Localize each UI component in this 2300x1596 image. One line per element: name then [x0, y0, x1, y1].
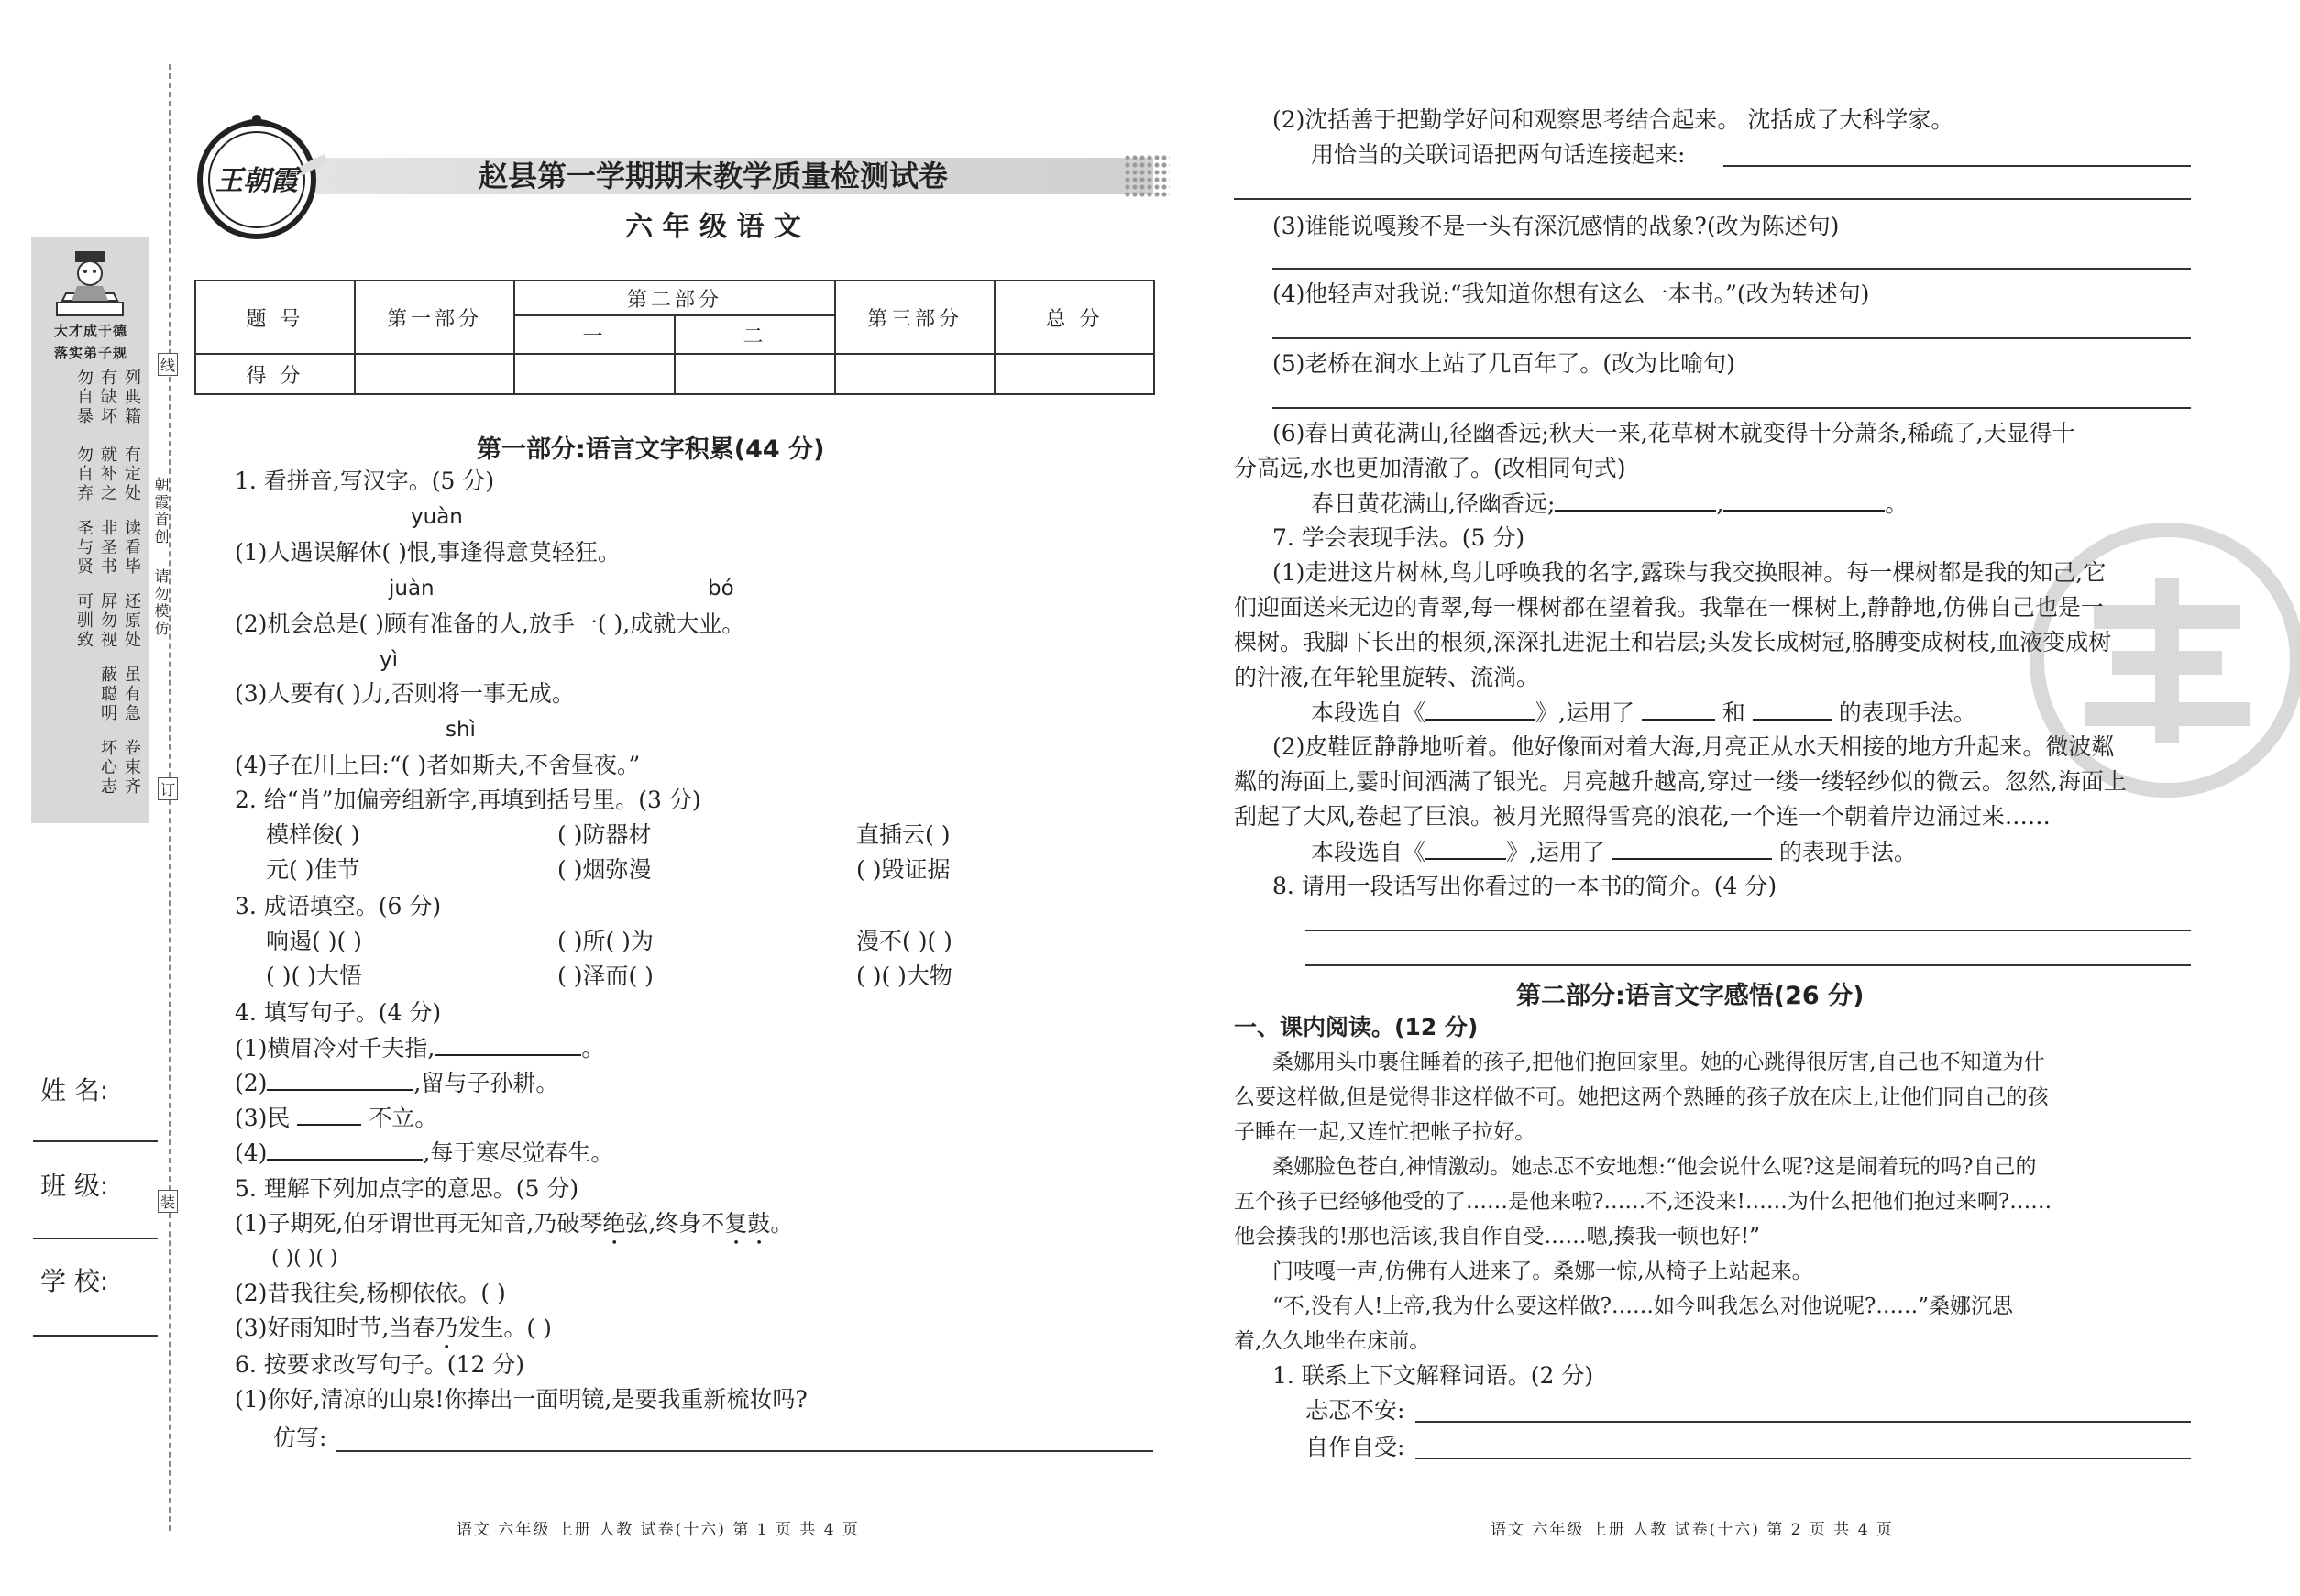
pinyin-3: bó: [708, 577, 734, 600]
copyright-note-2: 请勿模仿: [152, 568, 170, 638]
passage-l9: 着,久久地坐在床前。: [1234, 1329, 1431, 1353]
q4-item-2: (2) ,留与子孙耕。: [235, 1067, 558, 1099]
q6-2-line-1[interactable]: [1723, 165, 2191, 167]
score-table-part1: 第一部分: [355, 281, 514, 354]
q8-line-1[interactable]: [1305, 930, 2191, 931]
q7-answer-2: 本段选自《 》,运用了 的表现手法。: [1311, 836, 1917, 868]
class-field-label: 班 级:: [40, 1171, 109, 1201]
page-title: 赵县第一学期期末教学质量检测试卷: [478, 159, 948, 193]
passage-l1: 桑娜用头巾裹住睡着的孩子,把他们抱回家里。她的心跳得很厉害,自己也不知道为什: [1272, 1051, 2045, 1074]
passage-l5: 五个孩子已经够他受的了……是他来啦?……不,还没来!……为什么把他们抱过来啊?……: [1234, 1190, 2052, 1214]
score-table-sub1: 一: [514, 315, 675, 354]
q6-item-6a: (6)春日黄花满山,径幽香远;秋天一来,花草树木就变得十分萧条,稀疏了,天显得十: [1272, 420, 2075, 446]
score-table-part3: 第三部分: [835, 281, 995, 354]
name-field-label: 姓 名:: [40, 1075, 109, 1106]
q5-item-3: (3)好雨知时节,当春乃发生。( ): [235, 1315, 552, 1341]
pinyin-1: yuàn: [411, 505, 463, 529]
class-field-line[interactable]: [33, 1238, 158, 1239]
passage-l4: 桑娜脸色苍白,神情激动。她忐忑不安地想:“他会说什么呢?这是闹着玩的吗?自己的: [1272, 1155, 2037, 1179]
score-table-total: 总 分: [995, 281, 1154, 354]
q7-p2-l2: 粼的海面上,霎时间洒满了银光。月亮越升越高,穿过一缕一缕轻纱似的微云。忽然,海面上: [1234, 768, 2127, 795]
q5-item-1-answers: ( )( )( ): [271, 1247, 338, 1270]
q6-item-1-answer-line[interactable]: [336, 1450, 1153, 1452]
q6-2-line-2[interactable]: [1234, 198, 2191, 200]
q7-p1-l4: 的汁液,在年轮里旋转、流淌。: [1234, 664, 1539, 690]
q6-6-blank-1[interactable]: [1555, 488, 1716, 512]
q3-title: 3. 成语填空。(6 分): [235, 893, 442, 919]
q7-p2-l3: 刮起了大风,卷起了巨浪。被月光照得雪亮的浪花,一个连一个朝着岸边涌过来……: [1234, 803, 2051, 830]
q7-answer-1: 本段选自《 》,运用了 和 的表现手法。: [1311, 697, 1976, 729]
passage-l3: 子睡在一起,又连忙把帐子拉好。: [1234, 1120, 1536, 1144]
motto-1: 大才成于德: [53, 323, 127, 339]
score-cell-part2a[interactable]: [514, 354, 675, 394]
q2-item-4: 元( )佳节: [266, 856, 360, 883]
q7-title: 7. 学会表现手法。(5 分): [1272, 524, 1525, 551]
q7-a2-blank-2[interactable]: [1612, 836, 1772, 860]
q6-item-6b: 分高远,水也更加清澈了。(改相同句式): [1234, 455, 1626, 481]
q7-p1-l1: (1)走进这片树林,鸟儿呼唤我的名字,露珠与我交换眼神。每一棵树都是我的知己,它: [1272, 559, 2107, 586]
part2-heading: 第二部分:语言文字感悟(26 分): [1516, 982, 1865, 1010]
q6-item-4: (4)他轻声对我说:“我知道你想有这么一本书。”(改为转述句): [1272, 281, 1870, 307]
q8-title: 8. 请用一段话写出你看过的一本书的简介。(4 分): [1272, 873, 1777, 899]
q4-item-4: (4) ,每于寒尽觉春生。: [235, 1137, 613, 1169]
q8-line-2[interactable]: [1305, 964, 2191, 966]
q3-item-5: ( )泽而( ): [557, 963, 654, 989]
passage-l2: 么要这样做,但是觉得非这样做不可。她把这两个熟睡的孩子放在床上,让他们同自己的孩: [1234, 1085, 2049, 1109]
q2-item-6: ( )毁证据: [856, 856, 951, 883]
q7-a2-blank-book[interactable]: [1425, 836, 1506, 860]
q3-item-2: ( )所( )为: [557, 928, 654, 954]
q5-title: 5. 理解下列加点字的意思。(5 分): [235, 1175, 579, 1202]
q1-title: 1. 看拼音,写汉字。(5 分): [235, 468, 495, 494]
q6-4-line[interactable]: [1272, 337, 2191, 339]
sidebar-rules: 列典籍 有缺坏 勿自暴 有定处 就补之 勿自弃 读看毕 非圣书 圣与贤 还原处 屏勿视 可驯致 虽有急 蔽聪明 卷束齐 坏心志: [74, 369, 141, 797]
q3-item-3: 漫不( )( ): [856, 928, 952, 954]
q7-a1-blank-3[interactable]: [1753, 697, 1832, 721]
q2-item-5: ( )烟弥漫: [557, 856, 652, 883]
cut-mark-1: 线: [158, 353, 178, 376]
passage-l8: “不,没有人!上帝,我为什么要这样做?……如今叫我怎么对他说呢?……”桑娜沉思: [1272, 1294, 2014, 1318]
q1-item-1: (1)人遇误解休( )恨,事逢得意莫轻狂。: [235, 539, 621, 566]
pinyin-5: shì: [446, 718, 476, 742]
r1-item-1: 忐忑不安:: [1305, 1397, 1405, 1424]
q4-blank-2[interactable]: [267, 1067, 413, 1091]
pinyin-4: yì: [380, 648, 399, 672]
q3-item-1: 响遏( )( ): [266, 928, 362, 954]
q7-p2-l1: (2)皮鞋匠静静地听着。他好像面对着大海,月亮正从水天相接的地方升起来。微波粼: [1272, 733, 2115, 760]
r1-title: 1. 联系上下文解释词语。(2 分): [1272, 1362, 1594, 1389]
reading-title: 一、课内阅读。(12 分): [1234, 1014, 1479, 1040]
q2-title: 2. 给“肖”加偏旁组新字,再填到括号里。(3 分): [235, 787, 701, 813]
score-row-label: 得 分: [195, 354, 355, 394]
q1-item-4: (4)子在川上曰:“( )者如斯夫,不舍昼夜。”: [235, 752, 641, 778]
q1-item-3: (3)人要有( )力,否则将一事无成。: [235, 680, 575, 707]
q3-item-6: ( )( )大物: [856, 963, 952, 989]
cut-mark-2: 订: [158, 777, 178, 800]
q7-p1-l2: 们迎面送来无边的青翠,每一棵树都在望着我。我靠在一棵树上,静静地,仿佛自己也是一: [1234, 594, 2104, 621]
q5-item-2: (2)昔我往矣,杨柳依依。( ): [235, 1280, 506, 1306]
q5-item-1: (1)子期死,伯牙谓世再无知音,乃破琴绝弦,终身不复鼓。: [235, 1210, 794, 1237]
score-table-sub2: 二: [675, 315, 835, 354]
motto-2: 落实弟子规: [53, 345, 127, 361]
school-field-label: 学 校:: [40, 1266, 109, 1296]
q4-item-1: (1)横眉冷对千夫指, 。: [235, 1032, 604, 1064]
q4-blank-1[interactable]: [435, 1032, 581, 1056]
passage-l6: 他会揍我的!那也活该,我自作自受……嗯,揍我一顿也好!”: [1234, 1225, 1760, 1249]
score-cell-part3[interactable]: [835, 354, 995, 394]
score-table: [194, 280, 1155, 395]
score-cell-part1[interactable]: [355, 354, 514, 394]
q4-item-3: (3)民 不立。: [235, 1102, 437, 1134]
footer-right: 语文 六年级 上册 人教 试卷(十六) 第 2 页 共 4 页: [1491, 1521, 1894, 1539]
q4-blank-4[interactable]: [267, 1137, 423, 1161]
scholar-illustration: [50, 246, 130, 321]
q6-item-6c: 春日黄花满山,径幽香远; , 。: [1311, 488, 1908, 520]
q6-item-2: (2)沈括善于把勤学好问和观察思考结合起来。 沈括成了大科学家。: [1272, 106, 1954, 133]
q6-item-2b: 用恰当的关联词语把两句话连接起来:: [1311, 141, 1686, 168]
q2-item-3: 直插云( ): [856, 821, 951, 848]
q4-blank-3[interactable]: [297, 1102, 361, 1126]
logo-text: 王朝霞: [215, 165, 298, 197]
cut-mark-3: 装: [158, 1190, 178, 1213]
q7-a1-blank-book[interactable]: [1425, 697, 1535, 721]
copyright-note-1: 朝霞首创: [152, 477, 170, 546]
watermark-seal: [2030, 523, 2300, 798]
q6-6-blank-2[interactable]: [1723, 488, 1885, 512]
page-subtitle: 六 年 级 语 文: [625, 211, 801, 243]
q7-a1-blank-2[interactable]: [1642, 697, 1715, 721]
r1-line-1[interactable]: [1415, 1421, 2191, 1423]
q1-item-2: (2)机会总是( )顾有准备的人,放手一( ),成就大业。: [235, 611, 745, 637]
q4-title: 4. 填写句子。(4 分): [235, 999, 442, 1026]
school-field-line[interactable]: [33, 1335, 158, 1337]
score-table-header: 题 号: [195, 281, 355, 354]
q7-p1-l3: 棵树。我脚下长出的根须,深深扎进泥土和岩层;头发长成树冠,胳膊变成树枝,血液变成树: [1234, 629, 2112, 655]
q6-title: 6. 按要求改写句子。(12 分): [235, 1351, 525, 1378]
q6-item-5: (5)老桥在涧水上站了几百年了。(改为比喻句): [1272, 350, 1735, 377]
q3-item-4: ( )( )大悟: [266, 963, 362, 989]
q6-item-1: (1)你好,清凉的山泉!你捧出一面明镜,是要我重新梳妆吗?: [235, 1386, 808, 1413]
score-cell-part2b[interactable]: [675, 354, 835, 394]
q2-item-2: ( )防器材: [557, 821, 652, 848]
q6-5-line[interactable]: [1272, 407, 2191, 409]
part1-heading: 第一部分:语言文字积累(44 分): [477, 435, 825, 464]
r1-line-2[interactable]: [1415, 1458, 2191, 1459]
score-cell-total[interactable]: [995, 354, 1154, 394]
q6-item-3: (3)谁能说嘎羧不是一头有深沉感情的战象?(改为陈述句): [1272, 213, 1840, 239]
score-table-part2: 第二部分: [514, 281, 835, 315]
pinyin-2: juàn: [389, 577, 435, 600]
footer-left: 语文 六年级 上册 人教 试卷(十六) 第 1 页 共 4 页: [457, 1521, 860, 1539]
q6-3-line[interactable]: [1272, 268, 2191, 270]
passage-l7: 门吱嘎一声,仿佛有人进来了。桑娜一惊,从椅子上站起来。: [1272, 1260, 1813, 1283]
r1-item-2: 自作自受:: [1305, 1434, 1405, 1460]
name-field-line[interactable]: [33, 1140, 158, 1142]
q2-item-1: 模样俊( ): [266, 821, 360, 848]
q6-item-1-label: 仿写:: [273, 1425, 327, 1451]
